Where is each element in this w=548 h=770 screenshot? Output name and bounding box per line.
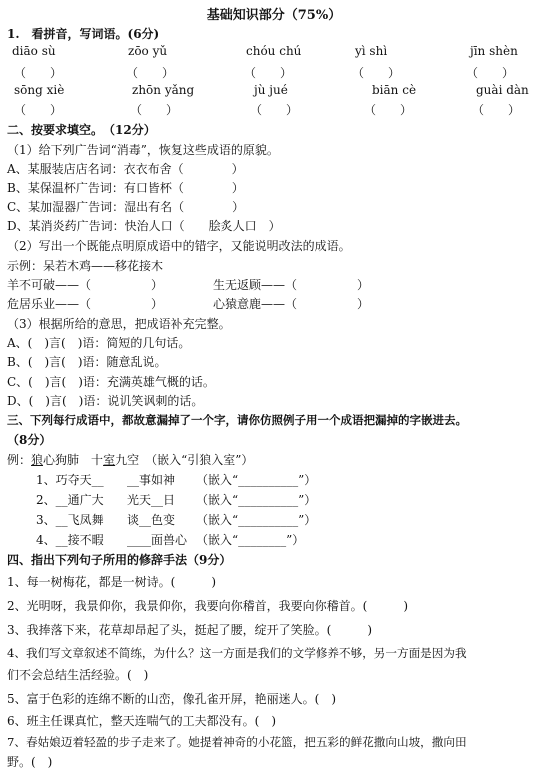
idiom-a: 4、__接不暇 — [36, 533, 104, 547]
idiom-a: 1、巧夺天__ — [36, 473, 104, 487]
example-prefix: 例： — [7, 453, 32, 467]
embed-blank[interactable]: （嵌入“__________”） — [196, 493, 317, 507]
answer-blank[interactable]: （ ） — [244, 66, 293, 80]
ad-line: C、某加湿器广告词：湿出有名（ ） — [7, 200, 245, 214]
section-1-heading: 1. 看拼音，写词语。(6分) — [7, 27, 160, 41]
pinyin-1: diāo sù — [12, 44, 56, 58]
answer-blank[interactable]: （ ） — [364, 103, 413, 117]
question-2-3: （3）根据所给的意思，把成语补充完整。 — [7, 317, 231, 331]
answer-blank[interactable]: （ ） — [472, 103, 521, 117]
embed-blank[interactable]: （嵌入“__________”） — [196, 513, 317, 527]
rhetoric-item: 3、我捧落下来，花草却昂起了头，挺起了腰，绽开了笑脸。( ) — [7, 623, 373, 637]
example-answer: （嵌入“引狼入室”） — [151, 453, 254, 467]
example-line: 示例：呆若木鸡——移花接木 — [7, 259, 164, 273]
idiom-item: 心猿意鹿——（ ） — [213, 297, 370, 311]
pinyin-6: sōng xiè — [14, 83, 65, 97]
answer-blank[interactable]: （ ） — [352, 66, 401, 80]
embed-blank[interactable]: （嵌入“__________”） — [196, 473, 317, 487]
section-3-heading: 三、下列每行成语中，都故意漏掉了一个字，请你仿照例子用一个成语把漏掉的字嵌进去。 — [7, 413, 467, 427]
idiom-b: 谈__色变 — [127, 513, 176, 527]
idiom-item: 羊不可破——（ ） — [7, 278, 164, 292]
answer-blank[interactable]: （ ） — [466, 66, 515, 80]
example-text: 九空 — [115, 453, 140, 467]
example-text: 心狗肺 — [43, 453, 92, 467]
answer-blank[interactable]: （ ） — [126, 66, 175, 80]
rhetoric-item: 4、我们写文章叙述不简练，为什么？这一方面是我们的文学修养不够，另一方面是因为我 — [7, 646, 467, 660]
yan-item: C、( )言( )语：充满英雄气概的话。 — [7, 375, 215, 389]
question-2-2: （2）写出一个既能点明原成语中的错字，又能说明改法的成语。 — [7, 239, 351, 253]
answer-blank[interactable]: （ ） — [130, 103, 179, 117]
ad-line: A、某服装店店名词：衣衣布舍（ ） — [7, 162, 244, 176]
idiom-item: 危居乐业——（ ） — [7, 297, 164, 311]
yan-item: A、( )言( )语：简短的几句话。 — [7, 336, 191, 350]
example-char: 狼 — [31, 453, 44, 467]
pinyin-4: yì shì — [355, 44, 388, 58]
idiom-b: 光天__日 — [127, 493, 176, 507]
example-line — [7, 451, 253, 468]
section-4-heading: 四、指出下列句子所用的修辞手法（9分） — [7, 553, 232, 567]
pinyin-8: jù jué — [254, 83, 288, 97]
idiom-a: 3、__飞凤舞 — [36, 513, 104, 527]
rhetoric-item: 1、每一树梅花，都是一树诗。( ) — [7, 575, 216, 589]
pinyin-10: guài dàn — [476, 83, 529, 97]
yan-item: D、( )言( )语：说讥笑讽刺的话。 — [7, 394, 204, 408]
pinyin-3: chóu chú — [246, 44, 302, 58]
rhetoric-item-cont: 野。( ) — [7, 755, 53, 769]
yan-item: B、( )言( )语：随意乱说。 — [7, 355, 167, 369]
idiom-item: 生无返顾——（ ） — [213, 278, 370, 292]
answer-blank[interactable]: （ ） — [14, 66, 63, 80]
pinyin-2: zōo yǔ — [128, 44, 168, 58]
idiom-a: 2、__通广大 — [36, 493, 104, 507]
pinyin-9: biān cè — [372, 83, 417, 97]
example-char: 室 — [103, 453, 116, 467]
rhetoric-item: 2、光明呀，我景仰你，我景仰你，我要向你稽首，我要向你稽首。( ) — [7, 599, 409, 613]
embed-blank[interactable]: （嵌入“________”） — [196, 533, 305, 547]
section-2-heading: 二、按要求填空。 （12分） — [7, 123, 156, 137]
question-2-1: （1）给下列广告词“消毒”，恢复这些成语的原貌。 — [7, 143, 279, 157]
rhetoric-item-cont: 们不会总结生活经验。( ) — [7, 668, 149, 682]
page-title: 基础知识部分（75%） — [206, 8, 342, 23]
rhetoric-item: 5、富于色彩的连绵不断的山峦，像孔雀开屏，艳丽迷人。( ) — [7, 692, 337, 706]
rhetoric-item: 7、春姑娘迈着轻盈的步子走来了。她提着神奇的小花篮，把五彩的鲜花撒向山坡，撒向田 — [7, 735, 467, 749]
rhetoric-item: 6、班主任课真忙，整天连喘气的工夫都没有。( ) — [7, 714, 276, 728]
ad-line: B、某保温杯广告词：有口皆杯（ ） — [7, 181, 244, 195]
example-text: 十 — [91, 453, 104, 467]
idiom-b: __事如神 — [127, 473, 176, 487]
answer-blank[interactable]: （ ） — [250, 103, 299, 117]
ad-line: D、某消炎药广告词：快治人口（ 脍炙人口 ） — [7, 219, 281, 233]
pinyin-5: jīn shèn — [470, 44, 518, 58]
section-3-points: （8分） — [7, 433, 52, 447]
pinyin-7: zhōn yǎng — [132, 83, 195, 97]
idiom-b: ____面兽心 — [127, 533, 188, 547]
answer-blank[interactable]: （ ） — [14, 103, 63, 117]
